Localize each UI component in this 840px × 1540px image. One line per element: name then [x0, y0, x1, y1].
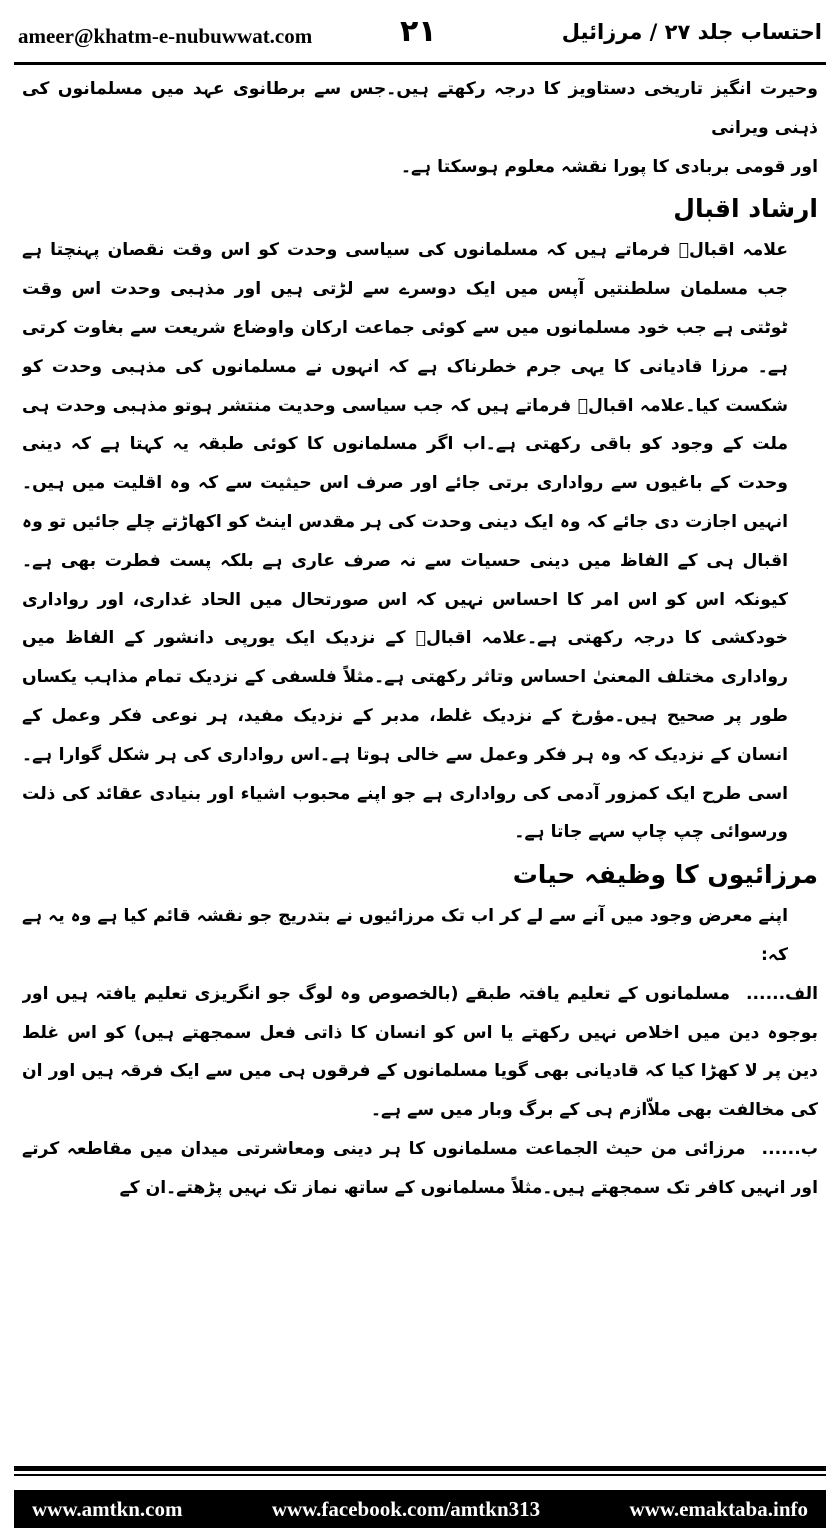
- page-header: [18, 14, 822, 58]
- page-body: [22, 70, 818, 1460]
- paragraph-iqbal: علامہ اقبالؒ فرماتے ہیں کہ مسلمانوں کی سیاسی وحدت کو اس وقت نقصان پہنچتا ہے جب مسلمان سلطنتیں آپس میں ایک دوسرے سے لڑتی ہیں اور مذہبی وحدت اس وقت ٹوٹتی ہے جب خود مسلمانوں میں سے کوئی جماعت ارکان واوضاع شریعت سے بغاوت کرتی ہے۔ مرزا قادیانی کا یہی جرم خطرناک ہے کہ انہوں نے مسلمانوں کی مذہبی وحدت کو شکست کیا۔علامہ اقبالؒ فرماتے ہیں کہ جب سیاسی وحدیت منتشر ہوتو مذہبی وحدت ہی ملت کے وجود کو باقی رکھتی ہے۔اب اگر مسلمانوں کا کوئی طبقہ یہ کہتا ہے کہ دینی وحدت کے باغیوں سے رواداری برتی جائے اور صرف اس حیثیت سے کہ وہ اقلیت میں ہیں۔انہیں اجازت دی جائے کہ وہ ایک دینی وحدت کی ہر مقدس اینٹ کو اکھاڑتے چلے جائیں تو وہ اقبال ہی کے الفاظ میں دینی حسیات سے نہ صرف عاری ہے بلکہ پست فطرت بھی ہے۔کیونکہ اس کو اس امر کا احساس نہیں کہ اس صورتحال میں الحاد غداری، اور رواداری خودکشی کا درجہ رکھتی ہے۔علامہ اقبالؒ کے نزدیک ایک یورپی دانشور کے الفاظ میں رواداری مختلف المعنیٰ احساس وتاثر رکھتی ہے۔مثلاً فلسفی کے نزدیک تمام مذاہب یکساں طور پر صحیح ہیں۔مؤرخ کے نزدیک غلط، مدبر کے نزدیک مفید، ہر نوعی فکر وعمل کے انسان کے نزدیک کہ وہ ہر فکر وعمل سے خالی ہوتا ہے۔اس رواداری کی ہر شکل گوارا ہے۔اسی طرح ایک کمزور آدمی کی رواداری ہے جو اپنے محبوب اشیاء اور بنیادی عقائد کی ذلت ورسوائی چپ چاپ سہے جاتا ہے۔: [22, 240, 788, 843]
- page-number: ۲۱: [400, 14, 437, 49]
- footer-rule-thick: [14, 1466, 826, 1471]
- footer-link-facebook[interactable]: www.facebook.com/amtkn313: [271, 1496, 541, 1521]
- header-rule: [14, 62, 826, 65]
- paragraph-mirzaiyon: اپنے معرض وجود میں آنے سے لے کر اب تک مرزائیوں نے بتدریج جو نقشہ قائم کیا ہے وہ یہ ہے کہ:: [22, 906, 788, 965]
- heading-mirzaiyon: مرزائیوں کا وظیفہ حیات: [512, 860, 818, 890]
- list-item-be: [22, 1130, 818, 1208]
- footer-link-emaktaba[interactable]: www.emaktaba.info: [629, 1496, 808, 1521]
- heading-irshad-iqbal: ارشاد اقبال: [673, 194, 818, 224]
- list-item-text: مسلمانوں کے تعلیم یافتہ طبقے (بالخصوص وہ لوگ جو انگریزی تعلیم یافتہ ہیں اور بوجوہ دین میں اخلاص نہیں رکھتے یا اس کو انسان کا ذاتی فعل سمجھتے ہیں) کو اس غلط دین پر لا کھڑا کیا کہ قادیانی بھی گویا مسلمانوں کے فرقوں ہی میں سے ایک فرقہ ہیں اور ان کی مخالفت بھی ملاّازم ہی کے برگ وبار میں سے ہے۔: [22, 983, 818, 1121]
- intro-line-1: وحیرت انگیز تاریخی دستاویز کا درجہ رکھتے ہیں۔جس سے برطانوی عہد میں مسلمانوں کی ذہنی ویرانی: [22, 79, 818, 138]
- footer-bar: [14, 1490, 826, 1528]
- footer-link-amtkn[interactable]: www.amtkn.com: [32, 1496, 183, 1521]
- list-item-label: ب......: [761, 1138, 818, 1159]
- list-item-label: الف......: [746, 983, 818, 1004]
- list-item-alif: [22, 975, 818, 1130]
- header-email: ameer@khatm-e-nubuwwat.com: [18, 24, 313, 48]
- book-title: احتساب جلد ۲۷ ‏/ مرزائیل: [561, 20, 822, 44]
- intro-line-2: اور قومی بربادی کا پورا نقشہ معلوم ہوسکتا ہے۔: [400, 156, 818, 177]
- list-item-text: مرزائی من حیث الجماعت مسلمانوں کا ہر دینی ومعاشرتی میدان میں مقاطعہ کرتے اور انہیں کافر تک سمجھتے ہیں۔مثلاً مسلمانوں کے ساتھ نماز تک نہیں پڑھتے۔ان کے: [22, 1138, 818, 1198]
- footer-rule-thin: [14, 1474, 826, 1476]
